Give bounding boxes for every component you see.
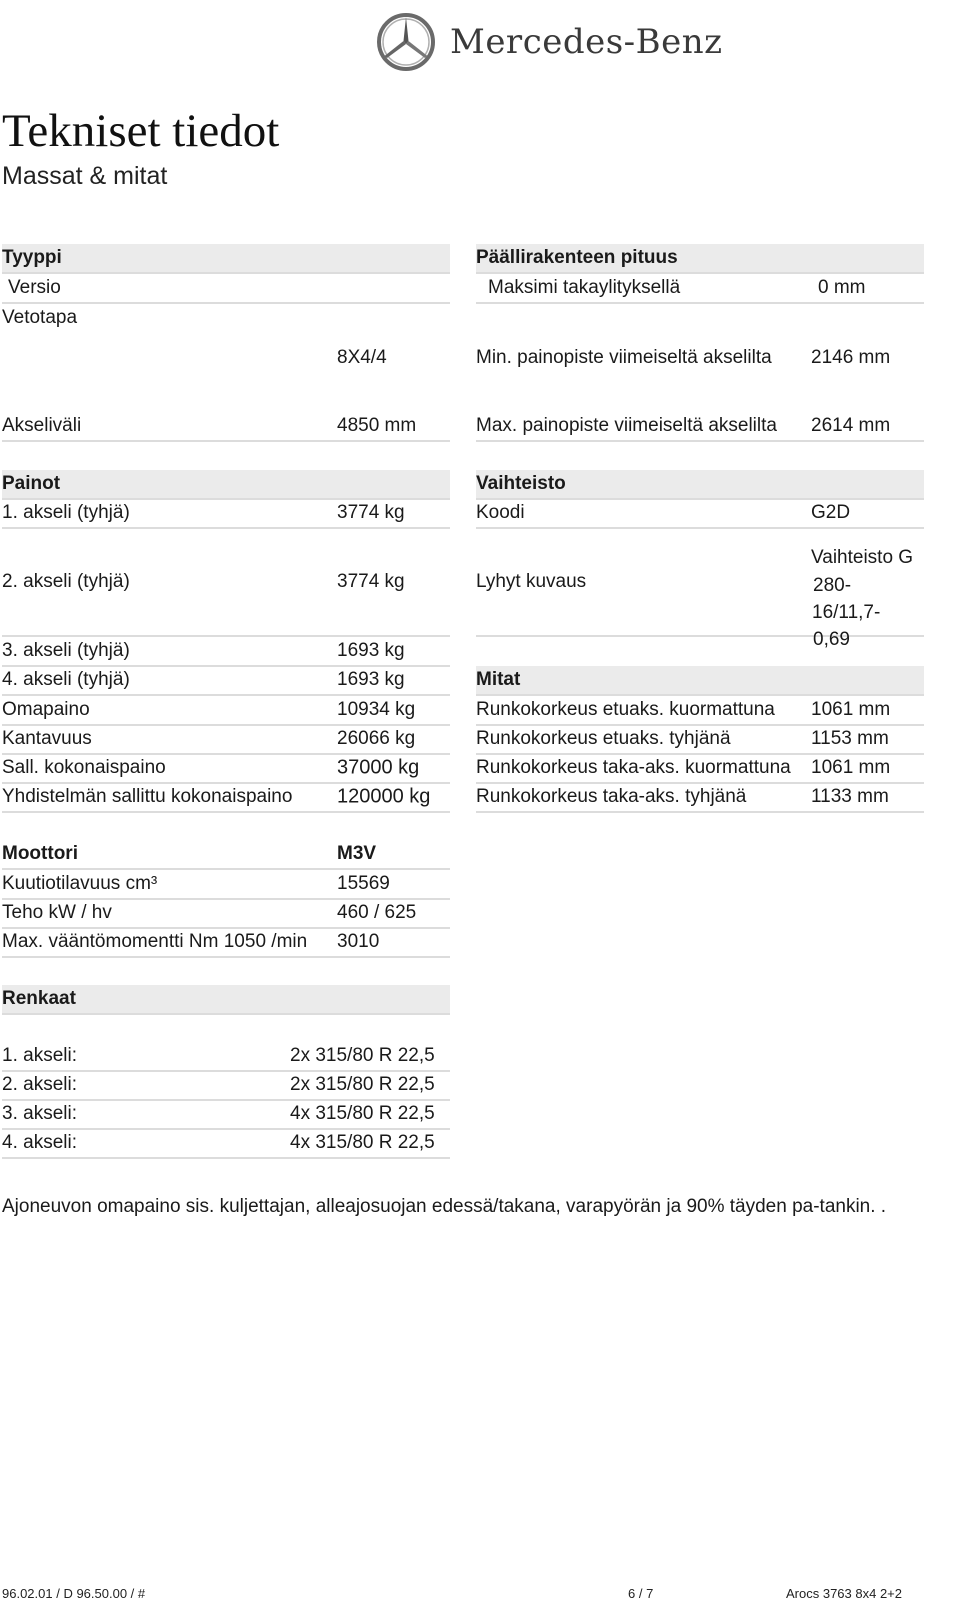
engine-value: 15569 (337, 873, 390, 894)
weight-label: 2. akseli (tyhjä) (2, 570, 130, 592)
tyre-value: 4x 315/80 R 22,5 (290, 1103, 435, 1124)
engine-label: Max. vääntömomentti Nm 1050 /min (2, 931, 308, 952)
drive-label: Vetotapa (2, 307, 78, 328)
body-value: 0 mm (818, 277, 866, 298)
weight-value: 1693 kg (337, 640, 405, 661)
table-row (2, 1071, 450, 1101)
dim-value: 1133 mm (811, 786, 889, 807)
table-row (2, 899, 450, 929)
body-label: Min. painopiste viimeiseltä akselilta (476, 347, 772, 368)
engine-label: Kuutiotilavuus cm³ (2, 873, 158, 894)
page-subtitle: Massat & mitat (2, 162, 168, 190)
tyre-value: 2x 315/80 R 22,5 (290, 1045, 435, 1066)
tyre-value: 2x 315/80 R 22,5 (290, 1074, 435, 1095)
table-row (476, 725, 924, 755)
table-row (2, 666, 450, 696)
gearbox-desc-line: Vaihteisto G (811, 547, 914, 568)
dim-label: Runkokorkeus taka-aks. kuormattuna (476, 757, 791, 778)
dimensions-header-label: Mitat (476, 669, 521, 690)
dim-label: Runkokorkeus taka-aks. tyhjänä (476, 786, 747, 807)
weight-label: 3. akseli (tyhjä) (2, 640, 130, 661)
dim-label: Runkokorkeus etuaks. kuormattuna (476, 699, 775, 720)
weights-header-label: Painot (2, 473, 61, 494)
footer-doc-code: 96.02.01 / D 96.50.00 / # (2, 1586, 146, 1601)
body-label: Max. painopiste viimeiseltä akselilta (476, 415, 777, 436)
weight-label: Kantavuus (2, 728, 92, 749)
gearbox-desc-line: 0,69 (813, 629, 850, 650)
drive-value-row (2, 343, 450, 373)
type-header (2, 244, 450, 274)
table-row (476, 343, 924, 373)
weight-value: 10934 kg (337, 699, 416, 720)
tyre-label: 4. akseli: (2, 1132, 77, 1153)
brand-logo (376, 12, 736, 72)
weight-value: 26066 kg (337, 728, 416, 749)
version-row (2, 274, 450, 304)
gearbox-code-value: G2D (811, 502, 851, 523)
drive-value: 8X4/4 (337, 347, 387, 368)
tyre-label: 2. akseli: (2, 1074, 77, 1095)
weight-label: 1. akseli (tyhjä) (2, 502, 130, 523)
mercedes-star-icon (376, 12, 436, 72)
table-row (2, 637, 450, 667)
engine-label: Teho kW / hv (2, 902, 112, 923)
tyre-label: 1. akseli: (2, 1045, 77, 1066)
table-row (476, 274, 924, 304)
tyres-header (2, 985, 450, 1015)
engine-value: 3010 (337, 931, 380, 952)
dimensions-header (476, 666, 924, 696)
weight-label: 4. akseli (tyhjä) (2, 669, 130, 690)
drive-row (2, 303, 450, 333)
table-row (2, 499, 450, 529)
body-value: 2146 mm (811, 347, 891, 368)
footer-model: Arocs 3763 8x4 2+2 (786, 1586, 902, 1601)
engine-value: 460 / 625 (337, 902, 417, 923)
table-row (476, 412, 924, 442)
engine-header (2, 840, 450, 870)
weight-label: Yhdistelmän sallittu kokonaispaino (2, 786, 293, 807)
dim-label: Runkokorkeus etuaks. tyhjänä (476, 728, 731, 749)
table-row (2, 870, 450, 900)
tyres-header-label: Renkaat (2, 988, 76, 1009)
weight-value: 3774 kg (337, 502, 405, 523)
gearbox-desc-line: 16/11,7- (812, 602, 881, 623)
dim-value: 1061 mm (811, 757, 891, 778)
table-row (2, 1100, 450, 1130)
footer-page-number: 6 / 7 (628, 1586, 654, 1601)
engine-header-label: Moottori (2, 843, 78, 864)
type-header-label: Tyyppi (2, 247, 62, 268)
table-row (2, 696, 450, 726)
table-row (2, 1042, 450, 1072)
body-value: 2614 mm (811, 415, 891, 436)
table-row (2, 754, 450, 784)
table-row (476, 783, 924, 813)
gearbox-code-label: Koodi (476, 502, 525, 523)
dim-value: 1153 mm (811, 728, 889, 749)
engine-code: M3V (337, 843, 377, 864)
table-row (2, 928, 450, 958)
weight-value: 37000 kg (337, 756, 420, 779)
table-row (2, 528, 450, 637)
body-label: Maksimi takaylityksellä (488, 277, 681, 298)
table-row (2, 1129, 450, 1159)
tyre-value: 4x 315/80 R 22,5 (290, 1132, 435, 1153)
weight-label: Omapaino (2, 699, 90, 720)
weight-note: Ajoneuvon omapaino sis. kuljettajan, alleajosuojan edessä/takana, varapyörän ja 90% täyden pa-tankin. . (2, 1196, 887, 1217)
brand-name: Mercedes-Benz (450, 22, 723, 62)
page-title: Tekniset tiedot (2, 105, 280, 157)
gearbox-desc-label: Lyhyt kuvaus (476, 570, 587, 592)
body-length-header (476, 244, 924, 274)
wheelbase-label: Akseliväli (2, 415, 82, 436)
gearbox-desc-value (811, 544, 914, 653)
weight-value: 3774 kg (337, 570, 405, 592)
body-length-header-label: Päällirakenteen pituus (476, 247, 678, 268)
table-row (476, 499, 924, 529)
weights-header (2, 470, 450, 500)
tyre-label: 3. akseli: (2, 1103, 77, 1124)
table-row (2, 725, 450, 755)
version-label: Versio (8, 277, 61, 298)
weight-value: 120000 kg (337, 785, 431, 808)
wheelbase-row (2, 412, 450, 442)
table-row (2, 783, 450, 813)
gearbox-desc-line: 280- (813, 575, 852, 596)
wheelbase-value: 4850 mm (337, 415, 417, 436)
weight-label: Sall. kokonaispaino (2, 757, 166, 778)
gearbox-header (476, 470, 924, 500)
weight-value: 1693 kg (337, 669, 405, 690)
table-row (476, 696, 924, 726)
gearbox-header-label: Vaihteisto (476, 473, 566, 494)
table-row (476, 754, 924, 784)
dim-value: 1061 mm (811, 699, 891, 720)
